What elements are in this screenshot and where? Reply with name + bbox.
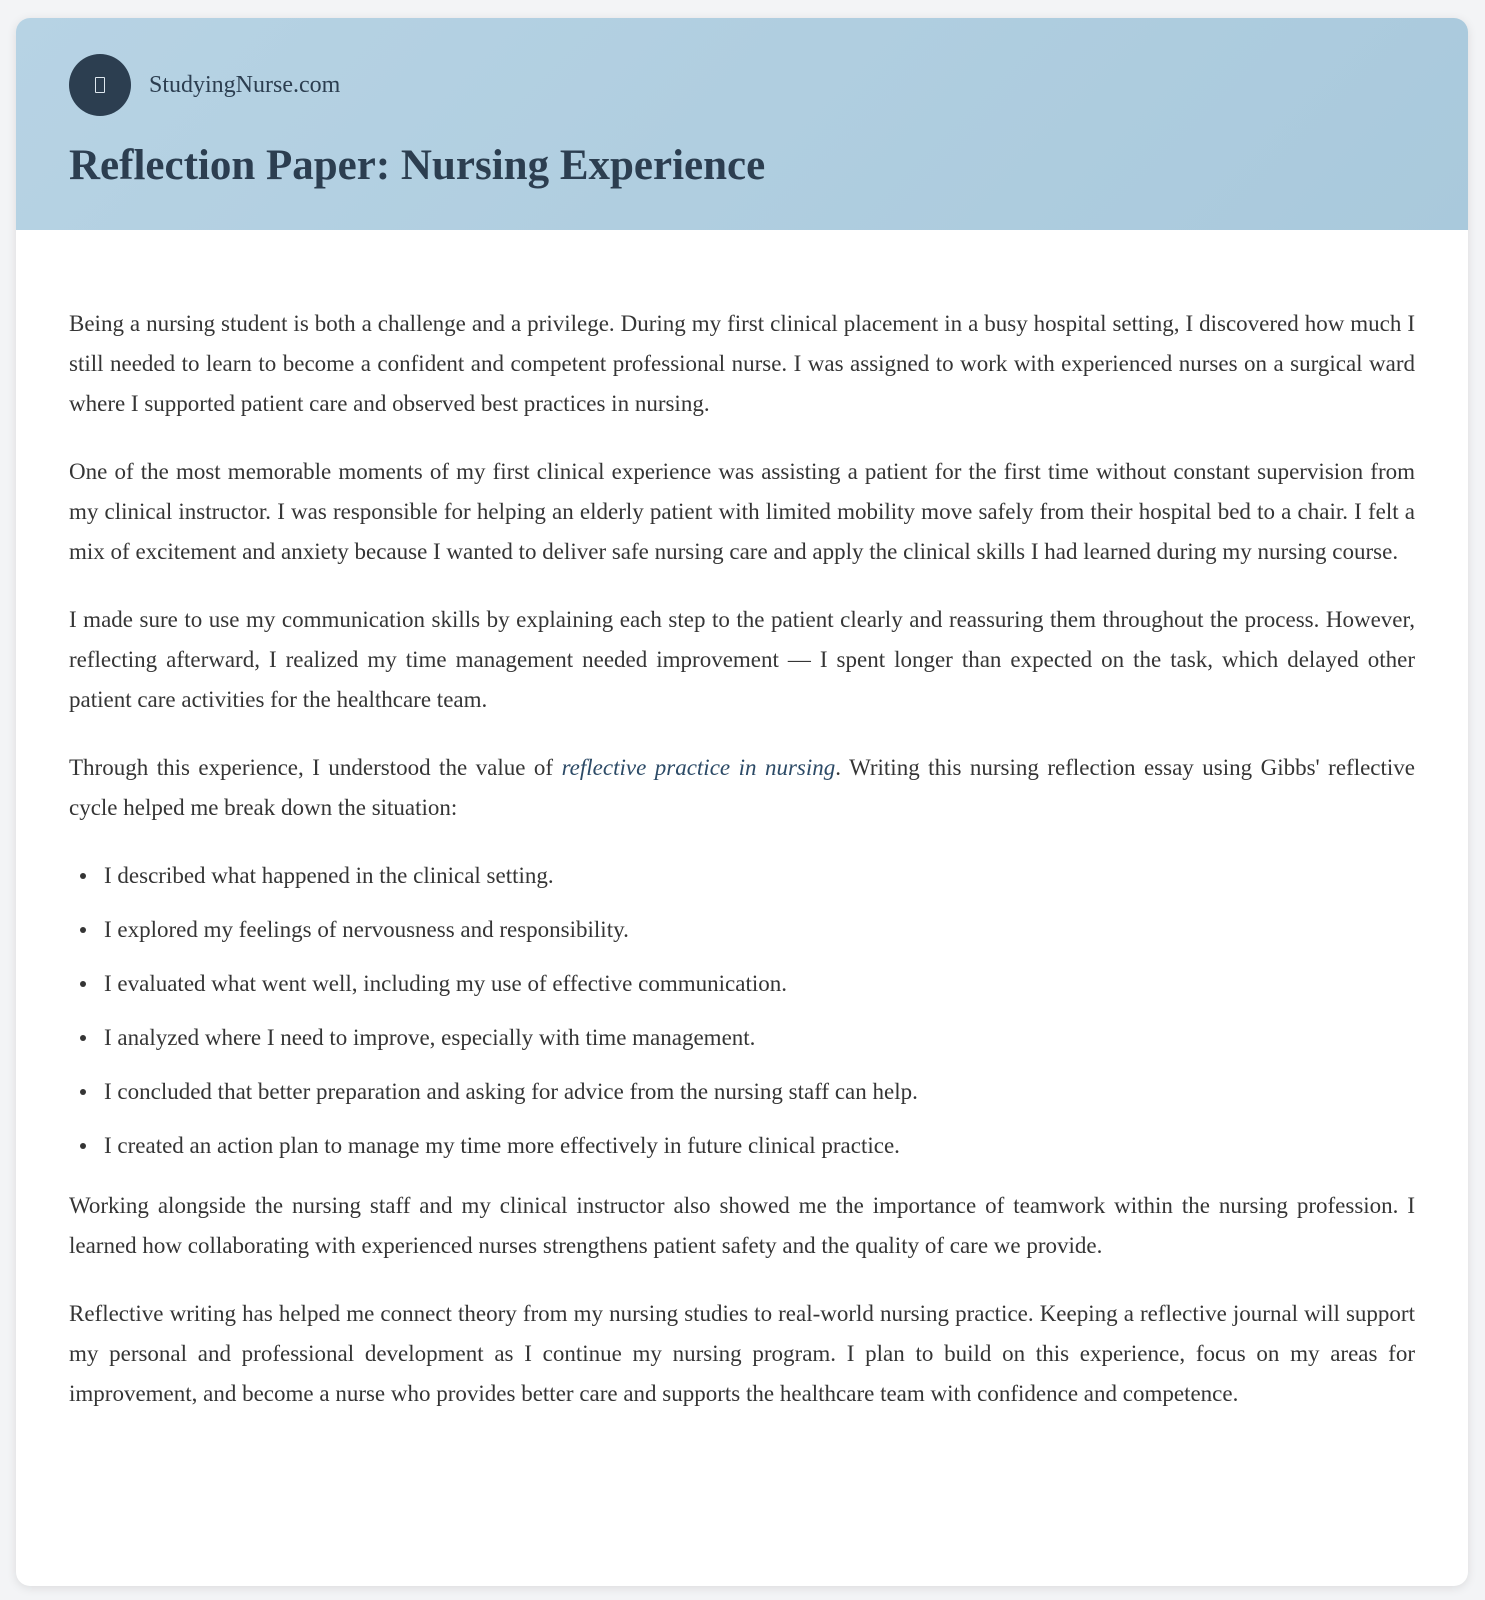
bullet-icon [80,981,86,987]
site-name: StudyingNurse.com [149,71,341,98]
document-icon [95,77,105,93]
list-item [104,1072,1415,1112]
list-item-text: I evaluated what went well, including my use of effective communication. [104,971,787,996]
bullet-icon [80,1143,86,1149]
document-card [16,18,1468,1586]
brand[interactable] [69,54,1415,116]
emphasized-phrase: reflective practice in nursing [561,755,836,780]
paragraph-2: One of the most memorable moments of my first clinical experience was assisting a patient for the first time without constant supervision from my clinical instructor. I was responsible for helping an elderly patient with limited mobility move safely from their hospital bed to a chair. I felt a mix of excitement and anxiety because I wanted to deliver safe nursing care and apply the clinical skills I had learned during my nursing course. [69,459,1415,564]
paragraph-4-text-end: . Writing this nursing reflection essay using Gibbs' reflective cycle helped me break down the situation: [69,755,1415,820]
list-item [104,1018,1415,1058]
list-item-text: I analyzed where I need to improve, especially with time management. [104,1025,756,1050]
paragraph-3: I made sure to use my communication skills by explaining each step to the patient clearly and reassuring them throughout the process. However, reflecting afterward, I realized my time management needed improvement — I spent longer than expected on the task, which delayed other patient care activities for the healthcare team. [69,607,1415,712]
page-title: Reflection Paper: Nursing Experience [69,142,766,189]
list-item-text: I explored my feelings of nervousness and responsibility. [104,917,629,942]
page-header [16,18,1468,230]
gibbs-cycle-list [69,856,1415,1166]
paragraph-1: Being a nursing student is both a challenge and a privilege. During my first clinical placement in a busy hospital setting, I discovered how much I still needed to learn to become a confident and competent professional nurse. I was assigned to work with experienced nurses on a surgical ward where I supported patient care and observed best practices in nursing. [69,311,1415,416]
bullet-icon [80,1089,86,1095]
list-item-text: I described what happened in the clinical setting. [104,863,554,888]
list-item [104,856,1415,896]
site-logo [69,54,131,116]
list-item [104,1126,1415,1166]
list-item-text: I concluded that better preparation and asking for advice from the nursing staff can help. [104,1079,918,1104]
list-item-text: I created an action plan to manage my time more effectively in future clinical practice. [104,1133,900,1158]
bullet-icon [80,927,86,933]
bullet-icon [80,1035,86,1041]
paragraph-5: Working alongside the nursing staff and my clinical instructor also showed me the importance of teamwork within the nursing profession. I learned how collaborating with experienced nurses strengthens patient safety and the quality of care we provide. [69,1193,1415,1258]
article-body [16,230,1468,1414]
paragraph-4-text-start: Through this experience, I understood the value of [69,755,562,780]
list-item [104,964,1415,1004]
paragraph-4 [69,748,1415,828]
list-item [104,910,1415,950]
paragraph-6: Reflective writing has helped me connect theory from my nursing studies to real-world nursing practice. Keeping a reflective journal will support my personal and professional development as I continue my nursing program. I plan to build on this experience, focus on my areas for improvement, and become a nurse who provides better care and supports the healthcare team with confidence and competence. [69,1301,1415,1406]
bullet-icon [80,873,86,879]
